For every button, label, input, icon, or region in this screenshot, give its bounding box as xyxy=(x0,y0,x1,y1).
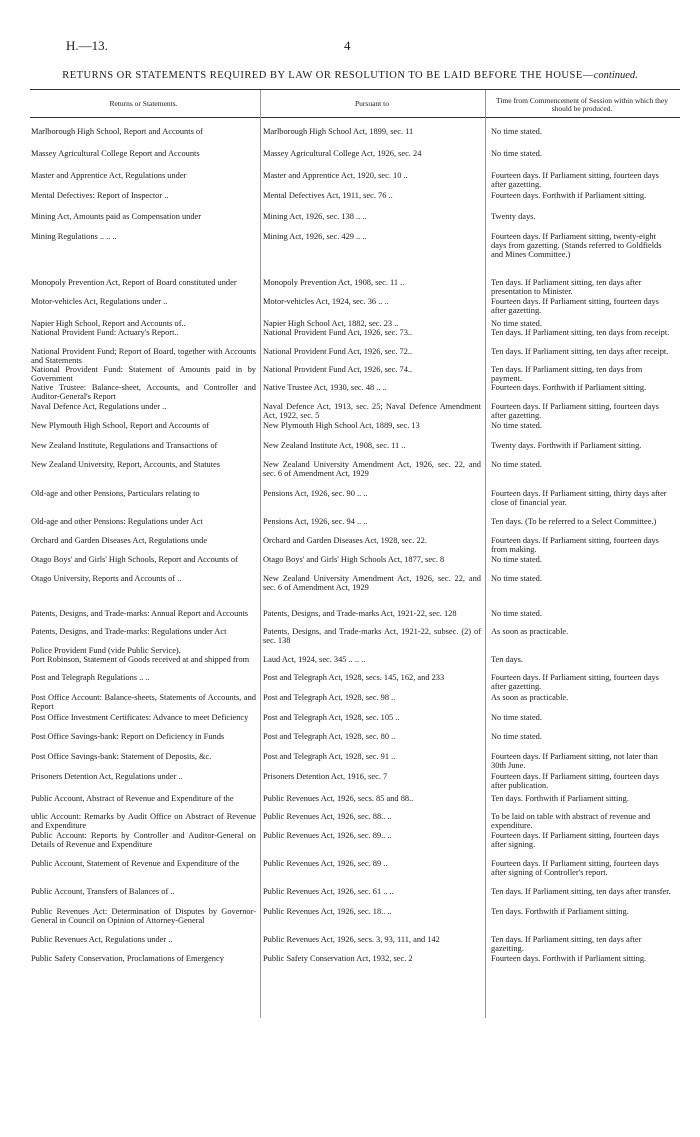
pursuant-cell: Public Revenues Act, 1926, secs. 85 and 88.. xyxy=(263,795,414,803)
table-row xyxy=(0,813,700,832)
table-row xyxy=(0,329,700,348)
pursuant-cell: Post and Telegraph Act, 1928, secs. 145, 162, and 233 xyxy=(263,674,445,682)
table-row xyxy=(0,575,700,610)
pursuant-cell: Motor-vehicles Act, 1924, sec. 36 .. .. xyxy=(263,298,389,306)
table-row xyxy=(0,320,700,329)
pursuant-cell: Master and Apprentice Act, 1920, sec. 10 .. xyxy=(263,172,408,180)
time-cell: No time stated. xyxy=(491,556,542,564)
returns-cell: Public Safety Conservation, Proclamations of Emergency xyxy=(31,955,224,963)
table-row xyxy=(0,384,700,403)
table-row xyxy=(0,461,700,490)
page-number: 4 xyxy=(344,38,351,53)
returns-cell: Post Office Account: Balance-sheets, Statements of Accounts, and Report xyxy=(31,694,256,711)
returns-cell: Massey Agricultural College Report and Accounts xyxy=(31,150,200,158)
time-cell: Twenty days. Forthwith if Parliament sitting. xyxy=(491,442,642,450)
table-row xyxy=(0,860,700,888)
pursuant-cell: Monopoly Prevention Act, 1908, sec. 11 .. xyxy=(263,279,405,287)
returns-cell: Motor-vehicles Act, Regulations under .. xyxy=(31,298,168,306)
returns-cell: Napier High School, Report and Accounts of.. xyxy=(31,320,186,328)
report-reference: H.—13. xyxy=(66,38,108,53)
column-header-returns: Returns or Statements. xyxy=(109,99,178,108)
time-cell: Ten days. (To be referred to a Select Committee.) xyxy=(491,518,657,526)
pursuant-cell: Naval Defence Act, 1913, sec. 25; Naval Defence Amendment Act, 1922, sec. 5 xyxy=(263,403,481,420)
returns-cell: Orchard and Garden Diseases Act, Regulations unde xyxy=(31,537,208,545)
table-row xyxy=(0,279,700,298)
time-cell: Ten days. If Parliament sitting, ten days from receipt. xyxy=(491,329,670,337)
pursuant-cell: Massey Agricultural College Act, 1926, sec. 24 xyxy=(263,150,422,158)
time-cell: Ten days. If Parliament sitting, ten days after receipt. xyxy=(491,348,669,356)
returns-cell: Otago University, Reports and Accounts of .. xyxy=(31,575,182,583)
returns-cell: Public Account, Transfers of Balances of .. xyxy=(31,888,175,896)
table-row xyxy=(0,674,700,694)
table-row xyxy=(0,908,700,936)
returns-cell: Public Account: Reports by Controller and Auditor-General on Details of Revenue and Expenditure xyxy=(31,832,256,849)
time-cell: Ten days. If Parliament sitting, ten days after transfer. xyxy=(491,888,671,896)
header-rule xyxy=(30,117,680,118)
pursuant-cell: New Zealand Institute Act, 1908, sec. 11 .. xyxy=(263,442,406,450)
table-row xyxy=(0,628,700,647)
time-cell: Fourteen days. If Parliament sitting, fourteen days from making. xyxy=(491,537,659,554)
table-row xyxy=(0,795,700,813)
pursuant-cell: Pensions Act, 1926, sec. 90 .. .. xyxy=(263,490,368,498)
column-header-pursuant: Pursuant to xyxy=(355,99,389,108)
returns-cell: Post and Telegraph Regulations .. .. xyxy=(31,674,150,682)
returns-cell: Post Office Savings-bank: Report on Deficiency in Funds xyxy=(31,733,225,741)
returns-cell: Public Revenues Act, Regulations under .. xyxy=(31,936,173,944)
returns-cell: ublic Account: Remarks by Audit Office on Abstract of Revenue and Expenditure xyxy=(31,813,256,830)
table-row xyxy=(0,172,700,192)
pursuant-cell: Public Revenues Act, 1926, sec. 89 .. xyxy=(263,860,388,868)
table-row xyxy=(0,556,700,575)
pursuant-cell: Patents, Designs, and Trade-marks Act, 1921-22, sec. 128 xyxy=(263,610,457,618)
time-cell: Ten days. xyxy=(491,656,523,664)
time-cell: Fourteen days. If Parliament sitting, fourteen days after gazetting. xyxy=(491,403,659,420)
returns-cell: New Plymouth High School, Report and Accounts of xyxy=(31,422,210,430)
time-cell: To be laid on table with abstract of revenue and expenditure. xyxy=(491,813,651,830)
time-cell: As soon as practicable. xyxy=(491,694,569,702)
table-row xyxy=(0,192,700,213)
time-cell: No time stated. xyxy=(491,150,542,158)
time-cell: Fourteen days. If Parliament sitting, fourteen days after gazetting. xyxy=(491,172,659,189)
table-row xyxy=(0,150,700,172)
returns-cell: Public Account, Abstract of Revenue and Expenditure of the xyxy=(31,795,234,803)
table-title xyxy=(0,70,700,81)
returns-cell: Naval Defence Act, Regulations under .. xyxy=(31,403,167,411)
table-row xyxy=(0,537,700,556)
pursuant-cell: New Zealand University Amendment Act, 1926, sec. 22, and sec. 6 of Amendment Act, 1929 xyxy=(263,461,481,478)
time-cell: Ten days. Forthwith if Parliament sitting. xyxy=(491,795,629,803)
returns-cell: National Provident Fund; Report of Board, together with Accounts and Statements xyxy=(31,348,256,365)
time-cell: Twenty days. xyxy=(491,213,536,221)
returns-cell: New Zealand Institute, Regulations and Transactions of xyxy=(31,442,218,450)
table-row xyxy=(0,403,700,422)
returns-cell: Old-age and other Pensions, Particulars relating to xyxy=(31,490,200,498)
pursuant-cell: Otago Boys' and Girls' High Schools Act, 1877, sec. 8 xyxy=(263,556,445,564)
pursuant-cell: Public Revenues Act, 1926, sec. 18.. .. xyxy=(263,908,392,916)
pursuant-cell: Public Revenues Act, 1926, sec. 89.. .. xyxy=(263,832,392,840)
column-header-time: Time from Commencement of Session within which they should be produced. xyxy=(496,96,668,113)
returns-cell: Mental Defectives: Report of Inspector .. xyxy=(31,192,169,200)
pursuant-cell: National Provident Fund Act, 1926, sec. 72.. xyxy=(263,348,413,356)
returns-cell: Native Trustee: Balance-sheet, Accounts, and Controller and Auditor-General's Report xyxy=(31,384,256,401)
table-row xyxy=(0,694,700,714)
returns-cell: Master and Apprentice Act, Regulations under xyxy=(31,172,187,180)
table-row xyxy=(0,213,700,233)
table-row xyxy=(0,656,700,674)
pursuant-cell: Post and Telegraph Act, 1928, sec. 91 .. xyxy=(263,753,396,761)
time-cell: As soon as practicable. xyxy=(491,628,569,636)
table-row xyxy=(0,888,700,908)
pursuant-cell: Orchard and Garden Diseases Act, 1928, sec. 22. xyxy=(263,537,427,545)
time-cell: Fourteen days. If Parliament sitting, not later than 30th June. xyxy=(491,753,658,770)
time-cell: No time stated. xyxy=(491,575,542,583)
table-title-main: RETURNS OR STATEMENTS REQUIRED BY LAW OR RESOLUTION TO BE LAID BEFORE THE HOUSE— xyxy=(62,70,594,81)
table-row xyxy=(0,422,700,442)
returns-cell: Police Provident Fund (vide Public Service). xyxy=(31,647,181,655)
table-row xyxy=(0,832,700,860)
time-cell: Fourteen days. If Parliament sitting, twenty-eight days from gazetting. (Stands referred to Goldfields and Mines Committee.) xyxy=(491,233,662,259)
pursuant-cell: Public Safety Conservation Act, 1932, sec. 2 xyxy=(263,955,413,963)
time-cell: Fourteen days. Forthwith if Parliament sitting. xyxy=(491,384,647,392)
time-cell: No time stated. xyxy=(491,714,542,722)
time-cell: Fourteen days. If Parliament sitting, fourteen days after signing. xyxy=(491,832,659,849)
table-title-continued: continued. xyxy=(593,70,638,81)
pursuant-cell: Public Revenues Act, 1926, sec. 88.. .. xyxy=(263,813,392,821)
pursuant-cell: Native Trustee Act, 1930, sec. 48 .. .. xyxy=(263,384,387,392)
returns-cell: Mining Regulations .. .. .. xyxy=(31,233,117,241)
pursuant-cell: Laud Act, 1924, sec. 345 .. .. .. xyxy=(263,656,366,664)
time-cell: Ten days. If Parliament sitting, ten days after presentation to Minister. xyxy=(491,279,642,296)
pursuant-cell: National Provident Fund Act, 1926, sec. 73.. xyxy=(263,329,413,337)
time-cell: Fourteen days. Forthwith if Parliament sitting. xyxy=(491,955,647,963)
pursuant-cell: Patents, Designs, and Trade-marks Act, 1921-22, subsec. (2) of sec. 138 xyxy=(263,628,481,645)
returns-cell: Post Office Savings-bank: Statement of Deposits, &c. xyxy=(31,753,212,761)
returns-cell: Public Revenues Act: Determination of Disputes by Governor-General in Council on Opinion of Attorney-General xyxy=(31,908,256,925)
time-cell: Ten days. If Parliament sitting, ten days after gazetting. xyxy=(491,936,642,953)
pursuant-cell: Marlborough High School Act, 1899, sec. 11 xyxy=(263,128,414,136)
table-row xyxy=(0,348,700,366)
time-cell: No time stated. xyxy=(491,610,542,618)
table-row xyxy=(0,773,700,795)
pursuant-cell: New Zealand University Amendment Act, 1926, sec. 22, and sec. 6 of Amendment Act, 1929 xyxy=(263,575,481,592)
time-cell xyxy=(491,647,672,656)
table-row xyxy=(0,610,700,628)
returns-cell: Mining Act, Amounts paid as Compensation under xyxy=(31,213,202,221)
returns-cell: Otago Boys' and Girls' High Schools, Report and Accounts of xyxy=(31,556,238,564)
pursuant-cell: Public Revenues Act, 1926, secs. 3, 93, 111, and 142 xyxy=(263,936,440,944)
returns-cell: Public Account, Statement of Revenue and Expenditure of the xyxy=(31,860,240,868)
time-cell: No time stated. xyxy=(491,733,542,741)
pursuant-cell: Mental Defectives Act, 1911, sec. 76 .. xyxy=(263,192,393,200)
returns-cell: Patents, Designs, and Trade-marks: Annual Report and Accounts xyxy=(31,610,249,618)
pursuant-cell: Prisoners Detention Act, 1916, sec. 7 xyxy=(263,773,388,781)
table-row xyxy=(0,647,700,656)
top-rule xyxy=(30,89,680,90)
returns-table-body xyxy=(0,128,700,975)
table-row xyxy=(0,233,700,279)
time-cell: Ten days. Forthwith if Parliament sitting. xyxy=(491,908,629,916)
table-row xyxy=(0,936,700,955)
returns-cell: New Zealand University, Report, Accounts, and Statutes xyxy=(31,461,221,469)
pursuant-cell: New Plymouth High School Act, 1889, sec. 13 xyxy=(263,422,420,430)
table-row xyxy=(0,518,700,537)
pursuant-cell: Post and Telegraph Act, 1928, sec. 80 .. xyxy=(263,733,396,741)
time-cell: No time stated. xyxy=(491,461,542,469)
returns-cell: National Provident Fund: Statement of Amounts paid in by Government xyxy=(31,366,256,383)
time-cell: No time stated. xyxy=(491,422,542,430)
returns-cell: Prisoners Detention Act, Regulations under .. xyxy=(31,773,183,781)
time-cell: Fourteen days. If Parliament sitting, fourteen days after signing of Controller's report. xyxy=(491,860,659,877)
pursuant-cell: Mining Act, 1926, sec. 138 .. .. xyxy=(263,213,367,221)
time-cell: Fourteen days. If Parliament sitting, fourteen days after publication. xyxy=(491,773,659,790)
time-cell: No time stated. xyxy=(491,128,542,136)
time-cell: Fourteen days. If Parliament sitting, fourteen days after gazetting. xyxy=(491,674,659,691)
returns-cell: Monopoly Prevention Act, Report of Board constituted under xyxy=(31,279,237,287)
pursuant-cell xyxy=(263,647,481,656)
pursuant-cell: Post and Telegraph Act, 1928, sec. 98 .. xyxy=(263,694,396,702)
time-cell: Fourteen days. Forthwith if Parliament sitting. xyxy=(491,192,647,200)
table-row xyxy=(0,955,700,975)
table-row xyxy=(0,753,700,773)
pursuant-cell: Mining Act, 1926, sec. 429 .. .. xyxy=(263,233,367,241)
time-cell: No time stated. xyxy=(491,320,542,328)
table-row xyxy=(0,298,700,320)
returns-cell: Port Robinson, Statement of Goods received at and shipped from xyxy=(31,656,250,664)
pursuant-cell: National Provident Fund Act, 1926, sec. 74.. xyxy=(263,366,413,374)
pursuant-cell: Pensions Act, 1926, sec. 94 .. .. xyxy=(263,518,368,526)
pursuant-cell: Post and Telegraph Act, 1928, sec. 105 .. xyxy=(263,714,400,722)
pursuant-cell: Public Revenues Act, 1926, sec. 61 .. .. xyxy=(263,888,394,896)
table-row xyxy=(0,442,700,461)
returns-cell: Patents, Designs, and Trade-marks: Regulations under Act xyxy=(31,628,227,636)
table-row xyxy=(0,733,700,753)
time-cell: Ten days. If Parliament sitting, ten days from payment. xyxy=(491,366,643,383)
table-row xyxy=(0,366,700,384)
table-row xyxy=(0,714,700,733)
returns-cell: Marlborough High School, Report and Accounts of xyxy=(31,128,203,136)
table-row xyxy=(0,490,700,518)
returns-cell: Post Office Investment Certificates: Advance to meet Deficiency xyxy=(31,714,249,722)
time-cell: Fourteen days. If Parliament sitting, thirty days after close of financial year. xyxy=(491,490,667,507)
returns-cell: Old-age and other Pensions: Regulations under Act xyxy=(31,518,203,526)
returns-cell: National Provident Fund: Actuary's Report.. xyxy=(31,329,179,337)
table-row xyxy=(0,128,700,150)
pursuant-cell: Napier High School Act, 1882, sec. 23 .. xyxy=(263,320,399,328)
time-cell: Fourteen days. If Parliament sitting, fourteen days after gazetting. xyxy=(491,298,659,315)
